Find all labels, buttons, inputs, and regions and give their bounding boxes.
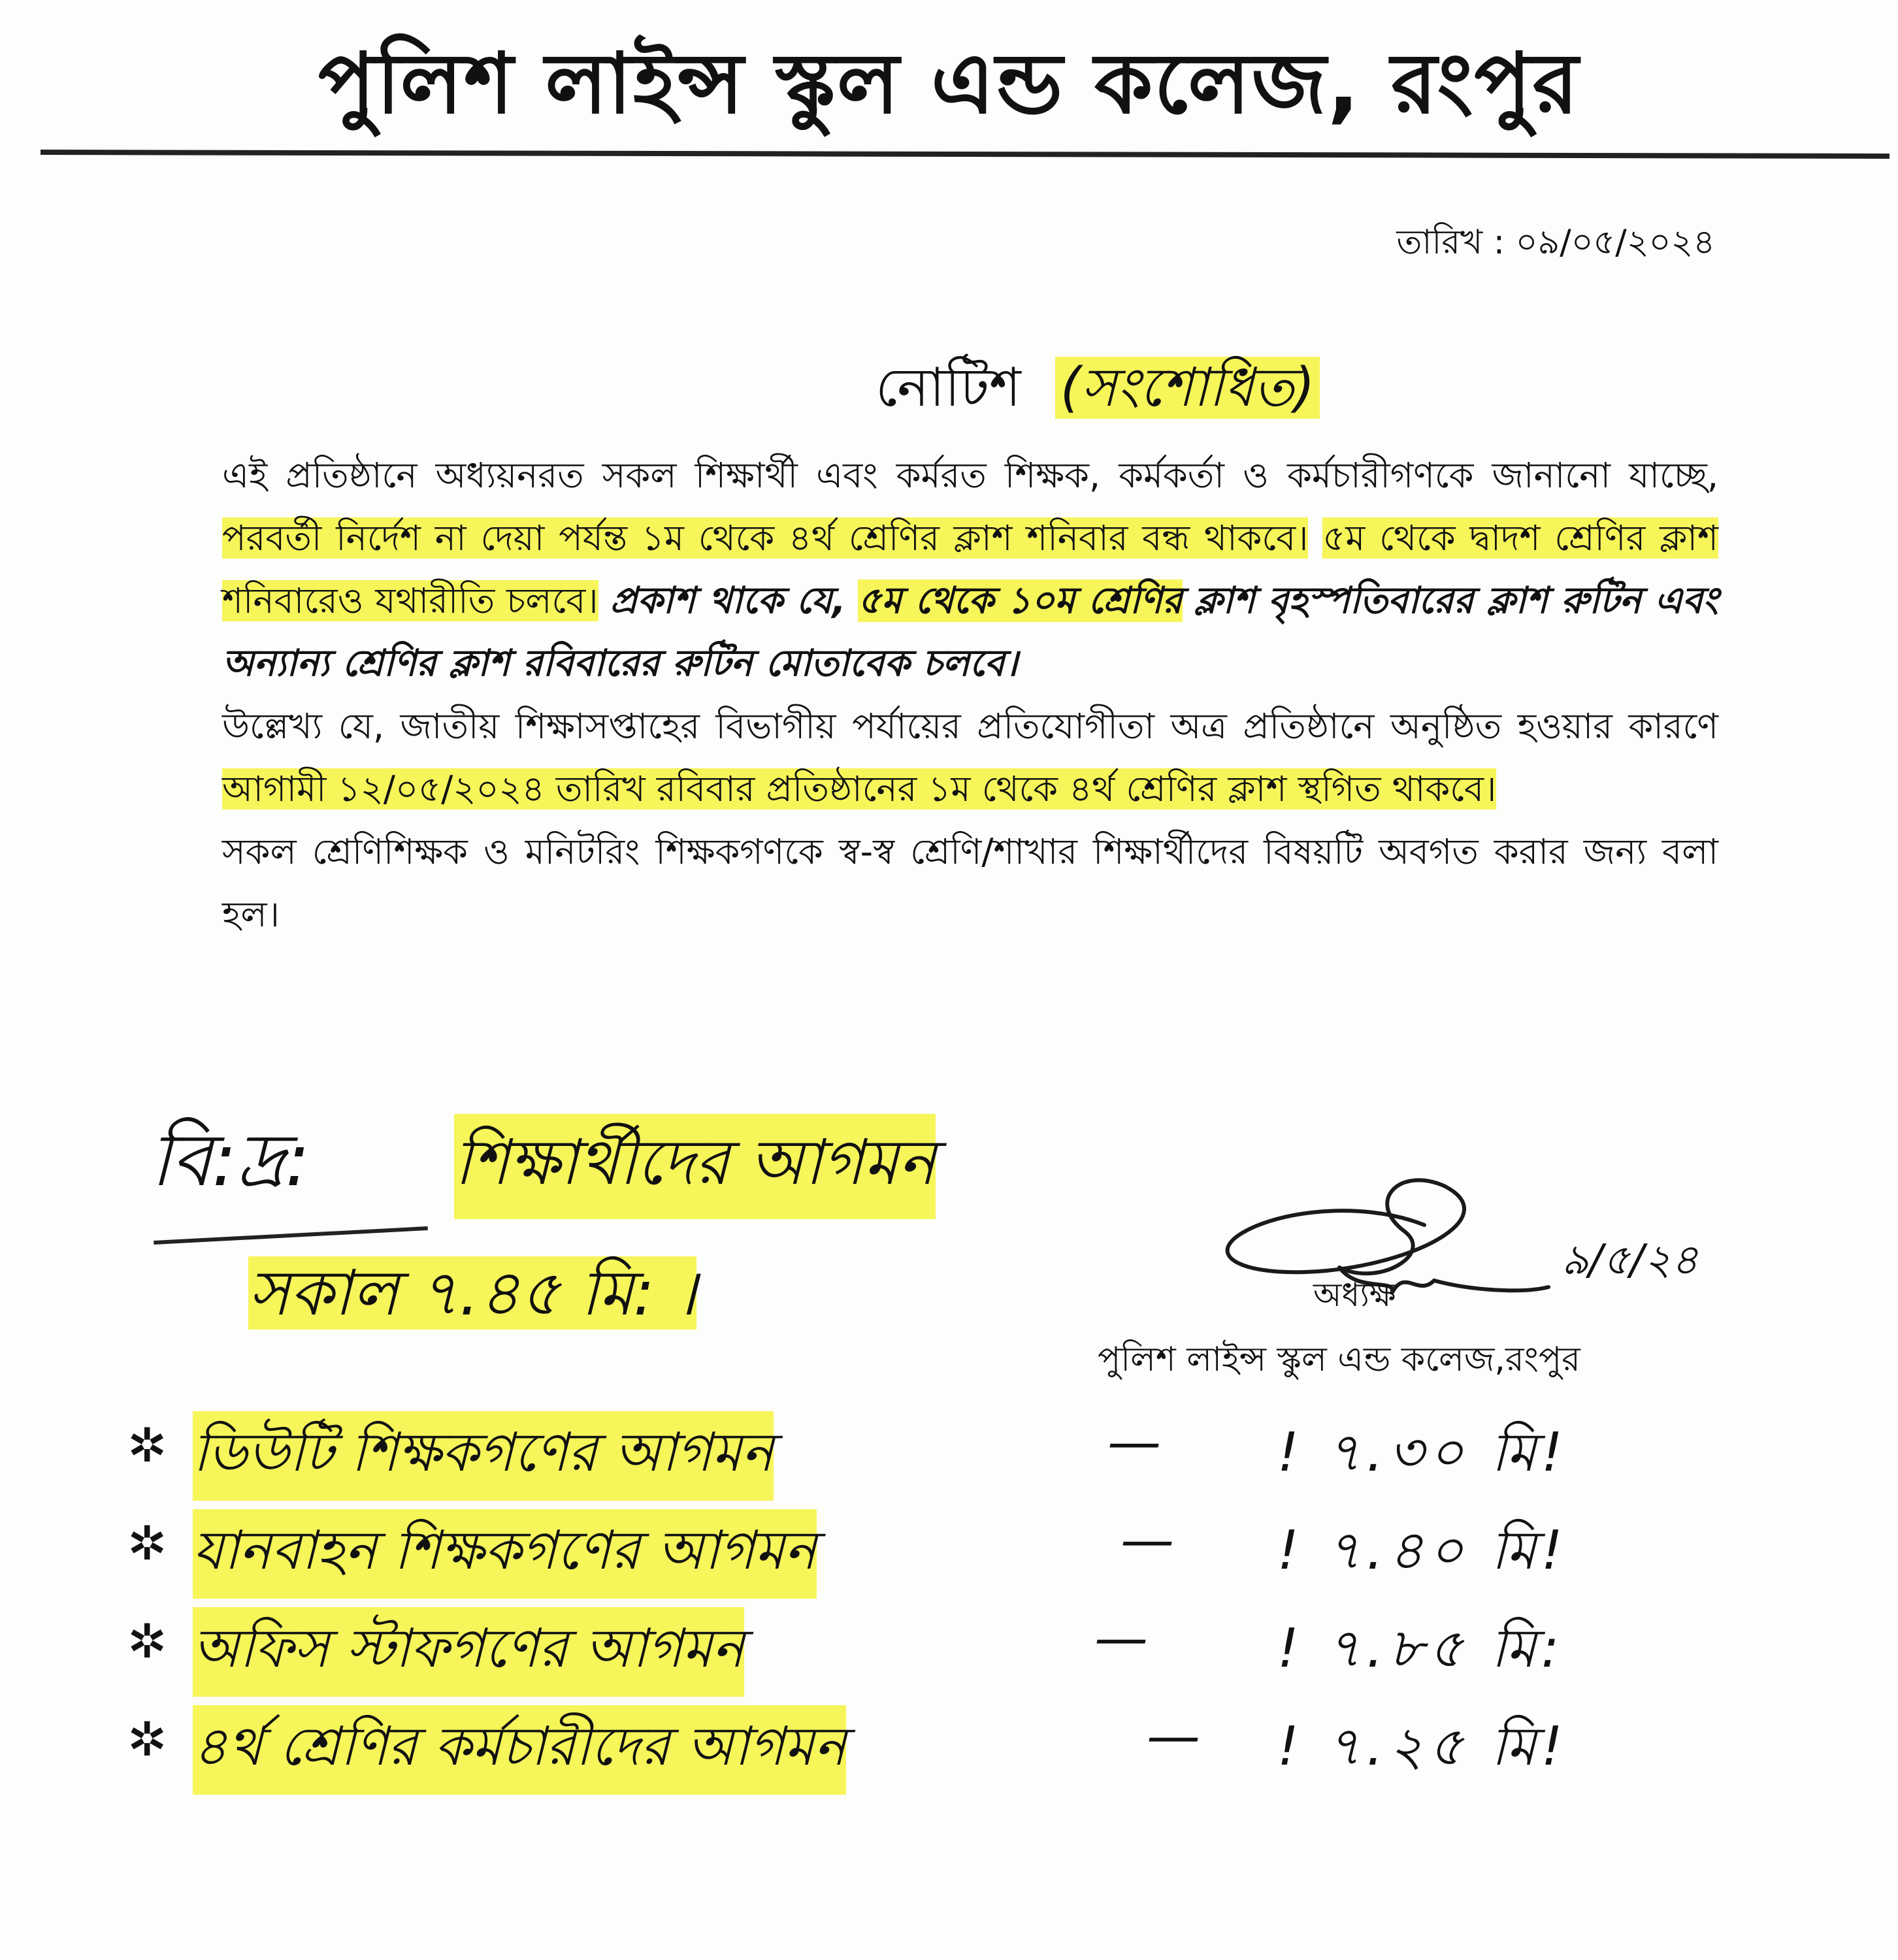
nb-text: শিক্ষার্থীদের আগমন (454, 1114, 936, 1219)
p2-highlight-suspension: আগামী ১২/০৫/২০২৪ তারিখ রবিবার প্রতিষ্ঠানের ১ম থেকে ৪র্থ শ্রেণির ক্লাশ স্থগিত থাকবে। (222, 768, 1497, 809)
schedule-item: ৪র্থ শ্রেণির কর্মচারীদের আগমন (193, 1705, 846, 1795)
schedule-time: ! ৭.৪০ মি! (1277, 1520, 1568, 1582)
paragraph-1 (222, 444, 1718, 695)
schedule-row-duty-teachers (127, 1411, 1891, 1490)
schedule-item: অফিস স্টাফগণের আগমন (193, 1607, 744, 1697)
star-bullet-icon: ✲ (127, 1516, 167, 1571)
schedule-dash: — (1094, 1607, 1148, 1669)
notice-heading-text: নোটিশ (875, 357, 1021, 419)
paragraph-3: সকল শ্রেণিশিক্ষক ও মনিটরিং শিক্ষকগণকে স্ব-স্ব শ্রেণি/শাখার শিক্ষার্থীদের বিষয়টি অবগত করার জন্য বলা হল। (222, 831, 1718, 935)
schedule-row-transport-teachers (127, 1509, 1891, 1588)
nb-time (248, 1245, 696, 1350)
schedule-time: ! ৭.২৫ মি! (1277, 1716, 1568, 1778)
nb-underline (154, 1226, 428, 1245)
star-bullet-icon: ✲ (127, 1614, 167, 1669)
p1-handwritten-note-b: ক্লাশ বৃহস্পতিবারের ক্লাশ রুটিন এবং অন্যান্য শ্রেণির ক্লাশ রবিবারের রুটিন মোতাবেক চলবে। (222, 580, 1719, 685)
signature-date: ৯/৫/২৪ (1562, 1236, 1699, 1284)
paragraph-2 (222, 695, 1718, 821)
p2-intro: উল্লেখ্য যে, জাতীয় শিক্ষাসপ্তাহের বিভাগীয় পর্যায়ের প্রতিযোগীতা অত্র প্রতিষ্ঠানে অনুষ্ঠিত হওয়ার কারণে (222, 706, 1718, 747)
p1-intro: এই প্রতিষ্ঠানে অধ্যয়নরত সকল শিক্ষার্থী এবং কর্মরত শিক্ষক, কর্মকর্তা ও কর্মচারীগণকে জানানো যাচ্ছে, (222, 455, 1718, 496)
revised-tag: (সংশোধিত) (1055, 357, 1320, 419)
p1-highlight-saturday-closure: পরবর্তী নির্দেশ না দেয়া পর্যন্ত ১ম থেকে ৪র্থ শ্রেণির ক্লাশ শনিবার বন্ধ থাকবে। (222, 517, 1309, 559)
p1-handwritten-note-a: প্রকাশ থাকে যে, (610, 580, 846, 622)
schedule-item: ডিউটি শিক্ষকগণের আগমন (193, 1411, 774, 1501)
signatory-institution: পুলিশ লাইন্স স্কুল এন্ড কলেজ,রংপুর (1098, 1340, 1580, 1379)
schedule-row-class4-employees (127, 1705, 1891, 1784)
p1-highlight-regular-classes: ৫ম থেকে দ্বাদশ শ্রেণির ক্লাশ শনিবারেও যথারীতি চলবে। (222, 517, 1719, 621)
signatory-role: অধ্যক্ষ (1313, 1276, 1396, 1314)
star-bullet-icon: ✲ (127, 1418, 167, 1473)
schedule-dash: — (1147, 1705, 1200, 1767)
document-title: পুলিশ লাইন্স স্কুল এন্ড কলেজ, রংপুর (318, 35, 1580, 133)
schedule-dash: — (1121, 1509, 1174, 1571)
schedule-time: ! ৭.৩০ মি! (1277, 1422, 1568, 1484)
nb-label: বি:দ্র: (150, 1118, 310, 1203)
notice-heading (875, 346, 1320, 436)
star-bullet-icon: ✲ (127, 1712, 167, 1767)
schedule-item: যানবাহন শিক্ষকগণের আগমন (193, 1509, 817, 1599)
schedule-dash: — (1107, 1411, 1161, 1473)
notice-body (222, 444, 1718, 946)
schedule-row-office-staff (127, 1607, 1891, 1686)
schedule-time: ! ৭.৮৫ মি: (1277, 1618, 1565, 1680)
notice-date: তারিখ : ০৯/০৫/২০২৪ (1396, 223, 1715, 262)
nb-time-text: সকাল ৭.৪৫ মি: । (248, 1256, 697, 1330)
p1-handwritten-highlight: ৫ম থেকে ১০ম শ্রেণির (857, 580, 1183, 622)
